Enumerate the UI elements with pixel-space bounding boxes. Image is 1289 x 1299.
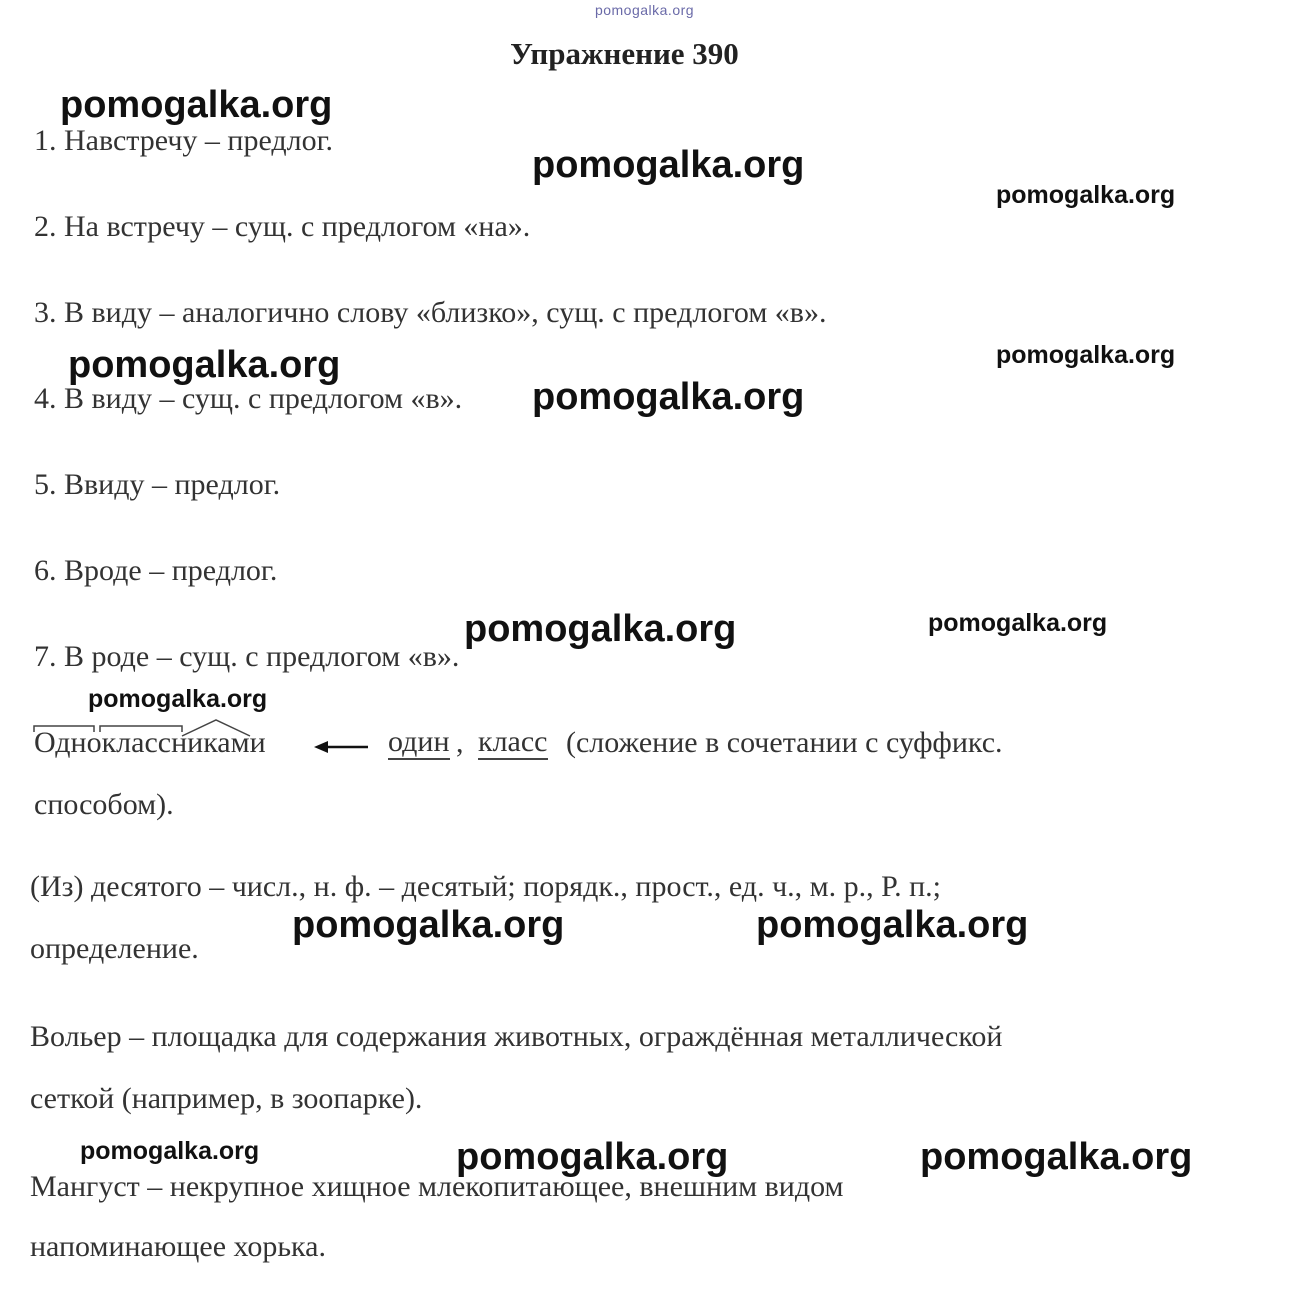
watermark: pomogalka.org: [292, 904, 565, 946]
analyzed-word: Одноклассниками: [34, 726, 266, 759]
watermark: pomogalka.org: [60, 84, 333, 126]
watermark: pomogalka.org: [464, 608, 737, 650]
list-item-2: 2. На встречу – сущ. с предлогом «на».: [34, 210, 531, 243]
page-title: Упражнение 390: [510, 36, 739, 71]
list-item-7: 7. В роде – сущ. с предлогом «в».: [34, 640, 460, 673]
watermark: pomogalka.org: [928, 609, 1108, 637]
source-word-2: класс: [478, 725, 548, 758]
list-item-1: 1. Навстречу – предлог.: [34, 124, 334, 157]
list-item-5: 5. Ввиду – предлог.: [34, 468, 281, 501]
paragraph-volier-line1: Вольер – площадка для содержания животных, ограждённая металлической: [30, 1020, 1003, 1053]
watermark: pomogalka.org: [456, 1136, 729, 1178]
paragraph-mangust-line2: напоминающее хорька.: [30, 1230, 326, 1263]
paragraph-numeral-line1: (Из) десятого – числ., н. ф. – десятый; порядк., прост., ед. ч., м. р., Р. п.;: [30, 870, 941, 903]
watermark: pomogalka.org: [756, 904, 1029, 946]
paragraph-mangust-line1: Мангуст – некрупное хищное млекопитающее, внешним видом: [30, 1170, 844, 1203]
list-item-6: 6. Вроде – предлог.: [34, 554, 278, 587]
watermark: pomogalka.org: [532, 376, 805, 418]
watermark: pomogalka.org: [996, 181, 1176, 209]
watermark: pomogalka.org: [88, 685, 268, 713]
word-formation-diagram: [30, 718, 650, 768]
paragraph-volier-line2: сеткой (например, в зоопарке).: [30, 1082, 423, 1115]
watermark: pomogalka.org: [68, 344, 341, 386]
watermark: pomogalka.org: [920, 1136, 1193, 1178]
watermark: pomogalka.org: [996, 341, 1176, 369]
formation-explanation-line1: (сложение в сочетании с суффикс.: [566, 726, 1003, 759]
source-word-1: один: [388, 725, 450, 758]
watermark: pomogalka.org: [80, 1137, 260, 1165]
formation-explanation-line2: способом).: [34, 788, 174, 821]
watermark: pomogalka.org: [532, 144, 805, 186]
derivation-arrow-head: [314, 741, 328, 753]
site-mark-top: pomogalka.org: [594, 2, 695, 18]
comma: ,: [456, 726, 464, 759]
list-item-3: 3. В виду – аналогично слову «близко», сущ. с предлогом «в».: [34, 296, 827, 329]
paragraph-numeral-line2: определение.: [30, 932, 199, 965]
list-item-4: 4. В виду – сущ. с предлогом «в».: [34, 382, 463, 415]
